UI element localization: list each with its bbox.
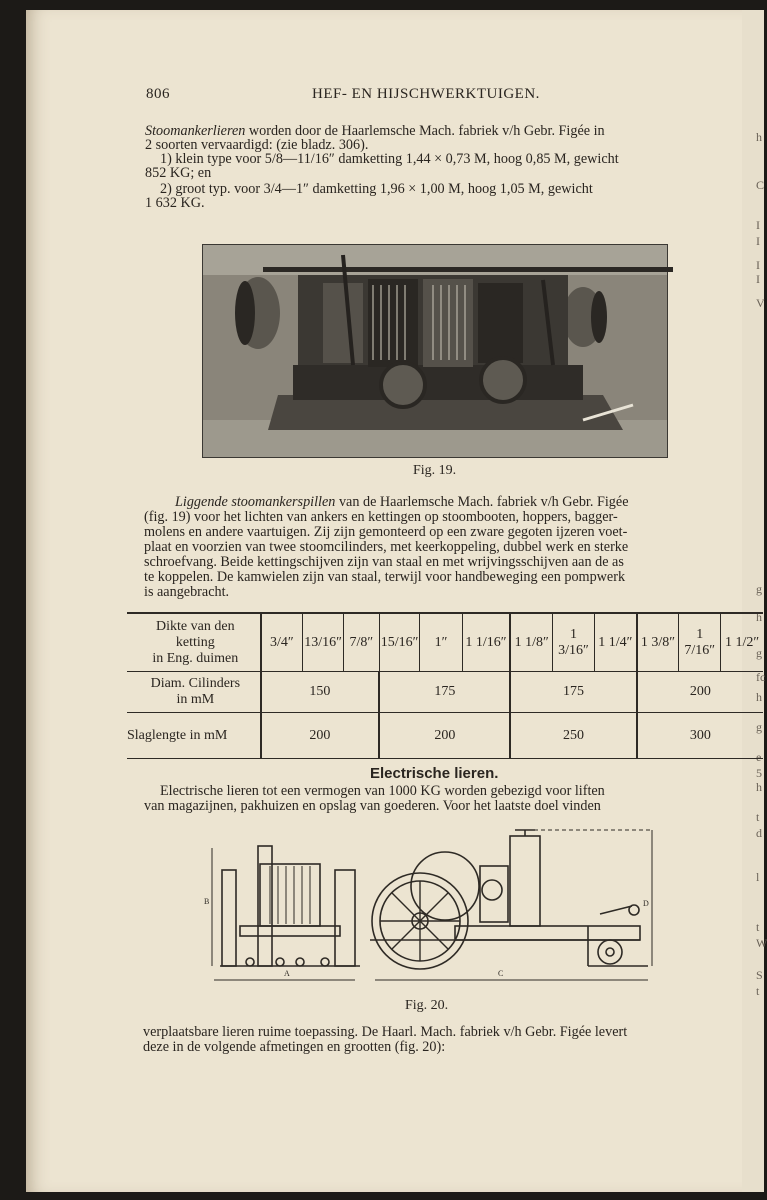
- drawing-label-b: B: [204, 897, 210, 906]
- row-label-cilinders: [127, 672, 261, 713]
- value-cell: 200: [637, 672, 763, 713]
- label-line: ketting: [175, 634, 215, 650]
- electric-winch-drawing: [200, 826, 660, 992]
- table-row-cilinders: [127, 672, 763, 713]
- edge-char: V: [756, 296, 765, 310]
- edge-char: h: [756, 610, 762, 624]
- value-cell: 300: [637, 713, 763, 759]
- para2-line-7: is aangebracht.: [144, 584, 230, 600]
- edge-char: fc: [756, 670, 766, 684]
- size-cell: 1 3/16″: [553, 613, 595, 672]
- edge-char: d: [756, 826, 762, 840]
- drawing-label-c: C: [498, 969, 504, 978]
- edge-char: e: [756, 750, 762, 764]
- para2-term: Liggende stoomankerspillen: [175, 494, 336, 510]
- edge-char: t: [756, 920, 760, 934]
- value-cell: 200: [261, 713, 380, 759]
- edge-char: t: [756, 984, 760, 998]
- para2-line-5: schroefvang. Beide kettingschijven zijn van staal en met wrijvingsschijven aan de as: [144, 554, 624, 570]
- closing-line-2: deze in de volgende afmetingen en grootten (fig. 20):: [143, 1039, 446, 1055]
- row-label-dikte: [127, 613, 261, 672]
- section-line-1: Electrische lieren tot een vermogen van 1000 KG worden gebezigd voor liften: [160, 783, 605, 799]
- size-cell: 1 1/8″: [510, 613, 552, 672]
- intro-item-1: 1) klein type voor 5/8—11/16″ damketting 1,44 × 0,73 M, hoog 0,85 M, gewicht: [160, 151, 619, 167]
- intro-line-2: 2 soorten vervaardigd: (zie bladz. 306).: [145, 137, 369, 153]
- next-page-edge: [742, 10, 767, 1192]
- edge-char: I: [756, 234, 760, 248]
- edge-char: I: [756, 218, 760, 232]
- fig19-caption: Fig. 19.: [413, 463, 457, 478]
- intro-item-1-cont: 852 KG; en: [145, 165, 212, 181]
- intro-item-2: 2) groot typ. voor 3/4—1″ damketting 1,96 × 1,00 M, hoog 1,05 M, gewicht: [160, 181, 593, 197]
- size-cell: 1 3/8″: [637, 613, 679, 672]
- value-cell: 175: [379, 672, 510, 713]
- size-cell: 1 1/4″: [595, 613, 637, 672]
- closing-line-1: verplaatsbare lieren ruime toepassing. De Haarl. Mach. fabriek v/h Gebr. Figée levert: [143, 1024, 628, 1040]
- steam-windlass-illustration: [203, 245, 667, 457]
- size-cell: 1 7/16″: [679, 613, 721, 672]
- value-cell: 150: [261, 672, 380, 713]
- steam-windlass-photo: [202, 244, 668, 458]
- section-heading: Electrische lieren.: [370, 765, 499, 782]
- edge-char: t: [756, 810, 760, 824]
- edge-char: 5: [756, 766, 762, 780]
- label-line: Dikte van den: [156, 618, 235, 634]
- intro-term: Stoomankerlieren: [145, 123, 246, 139]
- para2-line-1-rest: van de Haarlemsche Mach. fabriek v/h Gebr. Figée: [338, 494, 629, 510]
- fig20-caption: Fig. 20.: [405, 998, 449, 1013]
- label-line: in mM: [176, 692, 215, 707]
- edge-char: g: [756, 646, 762, 660]
- label-line: Diam. Cilinders: [150, 676, 241, 691]
- size-cell: 1 1/16″: [462, 613, 510, 672]
- windlass-spec-table: [127, 612, 766, 759]
- intro-line-1-rest: worden door de Haarlemsche Mach. fabriek v/h Gebr. Figée in: [248, 123, 605, 139]
- edge-char: h: [756, 690, 762, 704]
- size-cell: 13/16″: [303, 613, 344, 672]
- edge-char: l: [756, 870, 760, 884]
- para2-line-3: molens en andere vaartuigen. Zij zijn gemonteerd op een zware gegoten ijzeren voet-: [144, 524, 628, 540]
- drawing-label-a: A: [284, 969, 290, 978]
- edge-char: W: [756, 936, 767, 950]
- table-row-slaglengte: [127, 713, 763, 759]
- size-cell: 15/16″: [379, 613, 420, 672]
- edge-char: I: [756, 272, 760, 286]
- para2-line-2: (fig. 19) voor het lichten van ankers en kettingen op stoombooten, hoppers, bagger-: [144, 509, 618, 525]
- label-line: in Eng. duimen: [152, 650, 239, 666]
- size-cell: 7/8″: [343, 613, 379, 672]
- value-cell: 250: [510, 713, 636, 759]
- size-cell: 1 1/2″: [721, 613, 763, 672]
- size-cell: 1″: [420, 613, 462, 672]
- edge-char: g: [756, 582, 762, 596]
- edge-char: h: [756, 130, 762, 144]
- value-cell: 200: [379, 713, 510, 759]
- para2-line-6: te koppelen. De kamwielen zijn van staal, terwijl voor handbeweging een pompwerk: [144, 569, 626, 585]
- edge-char: h: [756, 780, 762, 794]
- edge-char: g: [756, 720, 762, 734]
- edge-char: C: [756, 178, 765, 192]
- running-title: HEF- EN HIJSCHWERKTUIGEN.: [312, 86, 540, 102]
- edge-char: S: [756, 968, 763, 982]
- edge-char: I: [756, 258, 760, 272]
- page-number: 806: [146, 86, 170, 102]
- drawing-label-d: D: [643, 899, 649, 908]
- value-cell: 175: [510, 672, 636, 713]
- intro-item-2-cont: 1 632 KG.: [145, 195, 205, 211]
- para2-line-1: [175, 496, 723, 510]
- para2-line-4: plaat en voorzien van twee stoomcilinders, met keerkoppeling, dubbel werk en sterke: [144, 539, 629, 555]
- section-line-2: van magazijnen, pakhuizen en opslag van goederen. Voor het laatste doel vinden: [144, 798, 601, 814]
- size-cell: 3/4″: [261, 613, 303, 672]
- row-label-slaglengte: Slaglengte in mM: [127, 713, 261, 759]
- table-row-dikte: [127, 613, 763, 672]
